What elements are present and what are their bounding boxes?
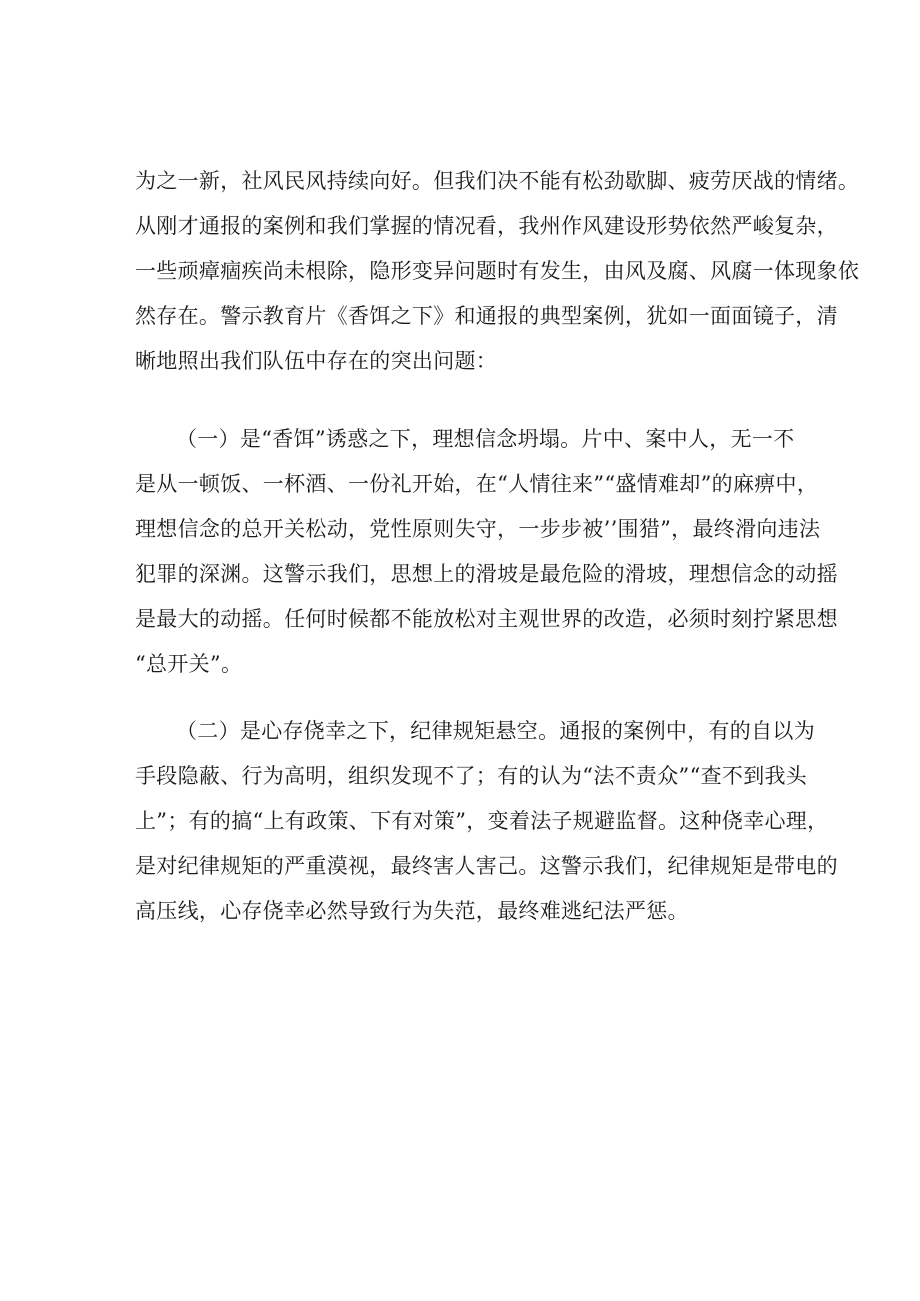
text-line: 理想信念的总开关松动，党性原则失守，一步步被’’围猎”，最终滑向违法: [135, 517, 821, 541]
text-line: （一）是“香饵”诱惑之下，理想信念坍塌。片中、案中人，无一不: [176, 427, 795, 451]
text-line: 从刚才通报的案例和我们掌握的情况看，我州作风建设形势依然严峻复杂，: [135, 214, 838, 238]
text-line: “总开关”。: [135, 652, 243, 676]
text-line: 然存在。警示教育片《香饵之下》和通报的典型案例，犹如一面面镜子，清: [135, 304, 838, 328]
text-line: 是从一顿饭、一杯酒、一份礼开始，在“人情往来”“盛情难却”的麻痹中，: [135, 472, 819, 496]
text-line: 是对纪律规矩的严重漠视，最终害人害己。这警示我们，纪律规矩是带电的: [135, 854, 838, 878]
text-line: 犯罪的深渊。这警示我们，思想上的滑坡是最危险的滑坡，理想信念的动摇: [135, 562, 838, 586]
text-line: 上”；有的搞“上有政策、下有对策”，变着法子规避监督。这种侥幸心理，: [135, 809, 829, 833]
text-line: 手段隐蔽、行为高明，组织发现不了；有的认为“法不责众”“查不到我头: [135, 764, 808, 788]
text-line: （二）是心存侥幸之下，纪律规矩悬空。通报的案例中，有的自以为: [176, 719, 815, 743]
text-line: 为之一新，社风民风持续向好。但我们决不能有松劲歇脚、疲劳厌战的情绪。: [135, 169, 860, 193]
text-line: 一些顽瘴痼疾尚未根除，隐形变异问题时有发生，由风及腐、风腐一体现象依: [135, 259, 860, 283]
text-line: 晰地照出我们队伍中存在的突出问题：: [135, 349, 498, 373]
text-line: 是最大的动摇。任何时候都不能放松对主观世界的改造，必须时刻拧紧思想: [135, 607, 838, 631]
text-line: 高压线，心存侥幸必然导致行为失范，最终难逃纪法严惩。: [135, 899, 689, 923]
